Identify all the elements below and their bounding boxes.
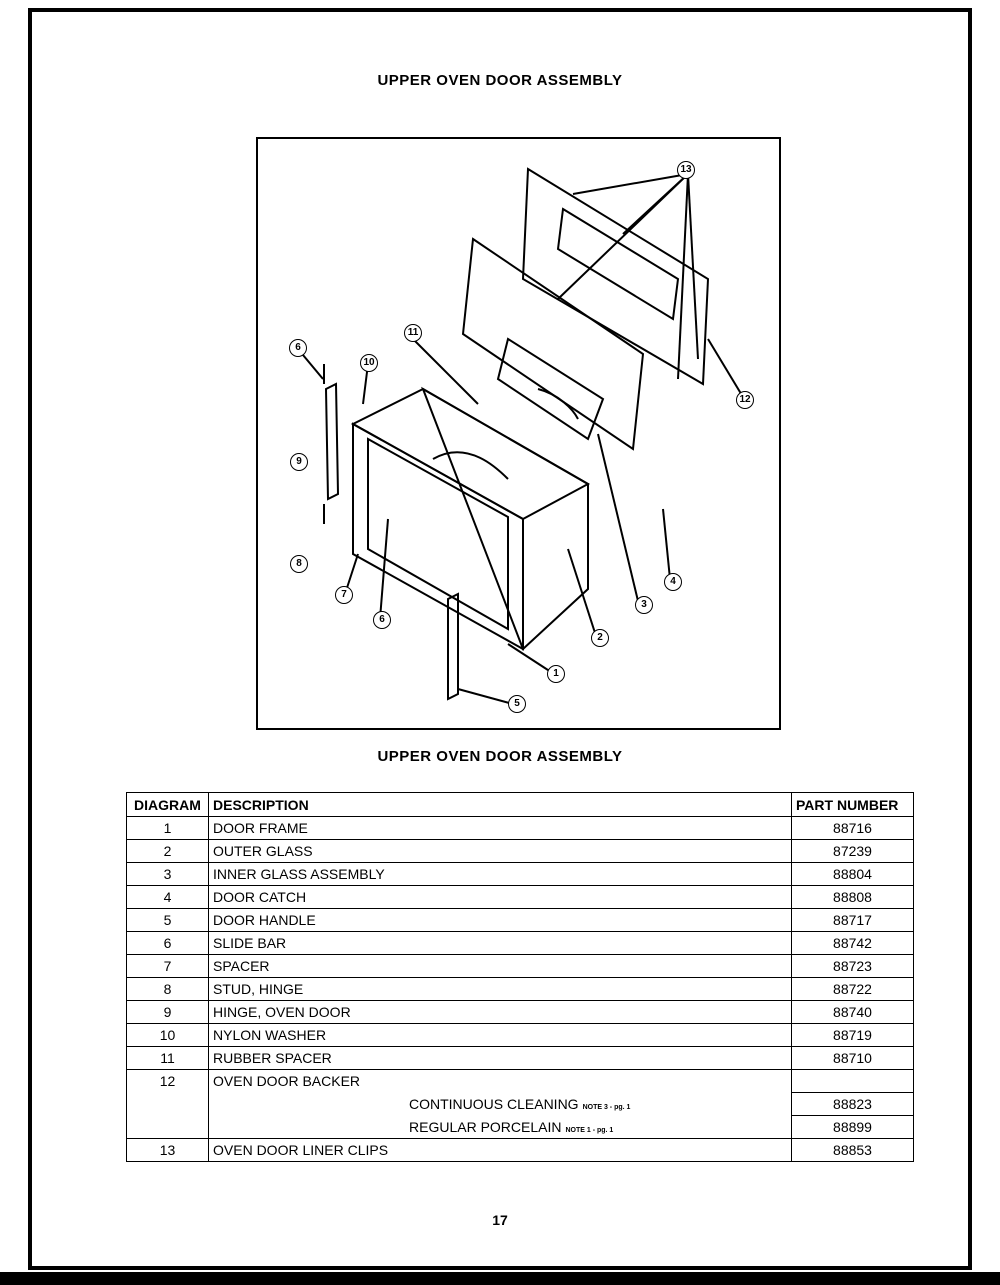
part-number-cell: 88740 [792,1001,914,1024]
table-row [127,863,914,886]
part-number-cell: 88742 [792,932,914,955]
description-cell: OVEN DOOR LINER CLIPS [209,1139,792,1162]
callout-10: 10 [360,354,378,372]
diagram-cell: 13 [127,1139,209,1162]
parts-table [126,792,914,1162]
description-cell: HINGE, OVEN DOOR [209,1001,792,1024]
callout-11: 11 [404,324,422,342]
table-row [127,978,914,1001]
column-header-part-number: PART NUMBER [792,793,914,817]
callout-13: 13 [677,161,695,179]
part-number-cell: 88722 [792,978,914,1001]
subitem-note: NOTE 3 - pg. 1 [582,1104,631,1111]
diagram-cell: 1 [127,817,209,840]
callout-1: 1 [547,665,565,683]
table-row [127,886,914,909]
table-row [127,955,914,978]
description-cell: OUTER GLASS [209,840,792,863]
table-row [127,817,914,840]
table-row [127,932,914,955]
table-row [127,840,914,863]
description-cell: DOOR HANDLE [209,909,792,932]
hinge [326,384,338,499]
callout-5: 5 [508,695,526,713]
diagram-cell: 7 [127,955,209,978]
table-row [127,1093,914,1116]
description-cell: NYLON WASHER [209,1024,792,1047]
door-liner-window [558,209,678,319]
page-number: 17 [492,1212,508,1228]
description-cell: SLIDE BAR [209,932,792,955]
inner-glass [498,339,603,439]
diagram-cell: 4 [127,886,209,909]
diagram-cell: 8 [127,978,209,1001]
diagram-cell: 6 [127,932,209,955]
table-row [127,1047,914,1070]
diagram-cell: 3 [127,863,209,886]
part-number-cell: 88899 [792,1116,914,1139]
callout-9: 9 [290,453,308,471]
column-header-diagram: DIAGRAM [127,793,209,817]
diagram-cell: 2 [127,840,209,863]
table-row [127,1070,914,1093]
door-assembly-drawing [258,139,779,728]
callout-2: 2 [591,629,609,647]
diagram-cell: 12 [127,1070,209,1139]
part-number-cell: 88710 [792,1047,914,1070]
description-cell [209,1093,792,1116]
part-number-cell: 88717 [792,909,914,932]
description-cell: DOOR CATCH [209,886,792,909]
description-subitem [213,1096,787,1112]
exploded-diagram [256,137,781,730]
table-row [127,1024,914,1047]
description-cell: RUBBER SPACER [209,1047,792,1070]
description-cell [209,1116,792,1139]
part-number-cell: 88723 [792,955,914,978]
description-cell: SPACER [209,955,792,978]
description-cell: INNER GLASS ASSEMBLY [209,863,792,886]
callout-6-top: 6 [289,339,307,357]
diagram-cell: 11 [127,1047,209,1070]
part-number-cell: 88808 [792,886,914,909]
description-cell: STUD, HINGE [209,978,792,1001]
part-number-cell: 87239 [792,840,914,863]
table-row [127,909,914,932]
table-header-row [127,793,914,817]
scan-edge [0,1272,1000,1285]
callout-12: 12 [736,391,754,409]
callout-4: 4 [664,573,682,591]
callout-8: 8 [290,555,308,573]
part-number-cell: 88716 [792,817,914,840]
part-number-cell: 88823 [792,1093,914,1116]
table-row [127,1001,914,1024]
diagram-cell: 9 [127,1001,209,1024]
part-number-cell [792,1070,914,1093]
part-number-cell: 88719 [792,1024,914,1047]
callout-3: 3 [635,596,653,614]
subitem-note: NOTE 1 - pg. 1 [565,1126,614,1134]
part-number-cell: 88853 [792,1139,914,1162]
table-row [127,1116,914,1139]
part-number-cell: 88804 [792,863,914,886]
subitem-label: CONTINUOUS CLEANING [409,1096,579,1112]
door-backer [463,239,643,449]
table-row [127,1139,914,1162]
section-title: UPPER OVEN DOOR ASSEMBLY [377,748,623,765]
description-subitem [213,1119,787,1135]
page-title: UPPER OVEN DOOR ASSEMBLY [377,72,623,89]
diagram-cell: 5 [127,909,209,932]
description-cell: DOOR FRAME [209,817,792,840]
callout-6: 6 [373,611,391,629]
diagram-cell: 10 [127,1024,209,1047]
callout-7: 7 [335,586,353,604]
column-header-description: DESCRIPTION [209,793,792,817]
subitem-label: REGULAR PORCELAIN [409,1118,562,1135]
description-cell: OVEN DOOR BACKER [209,1070,792,1093]
